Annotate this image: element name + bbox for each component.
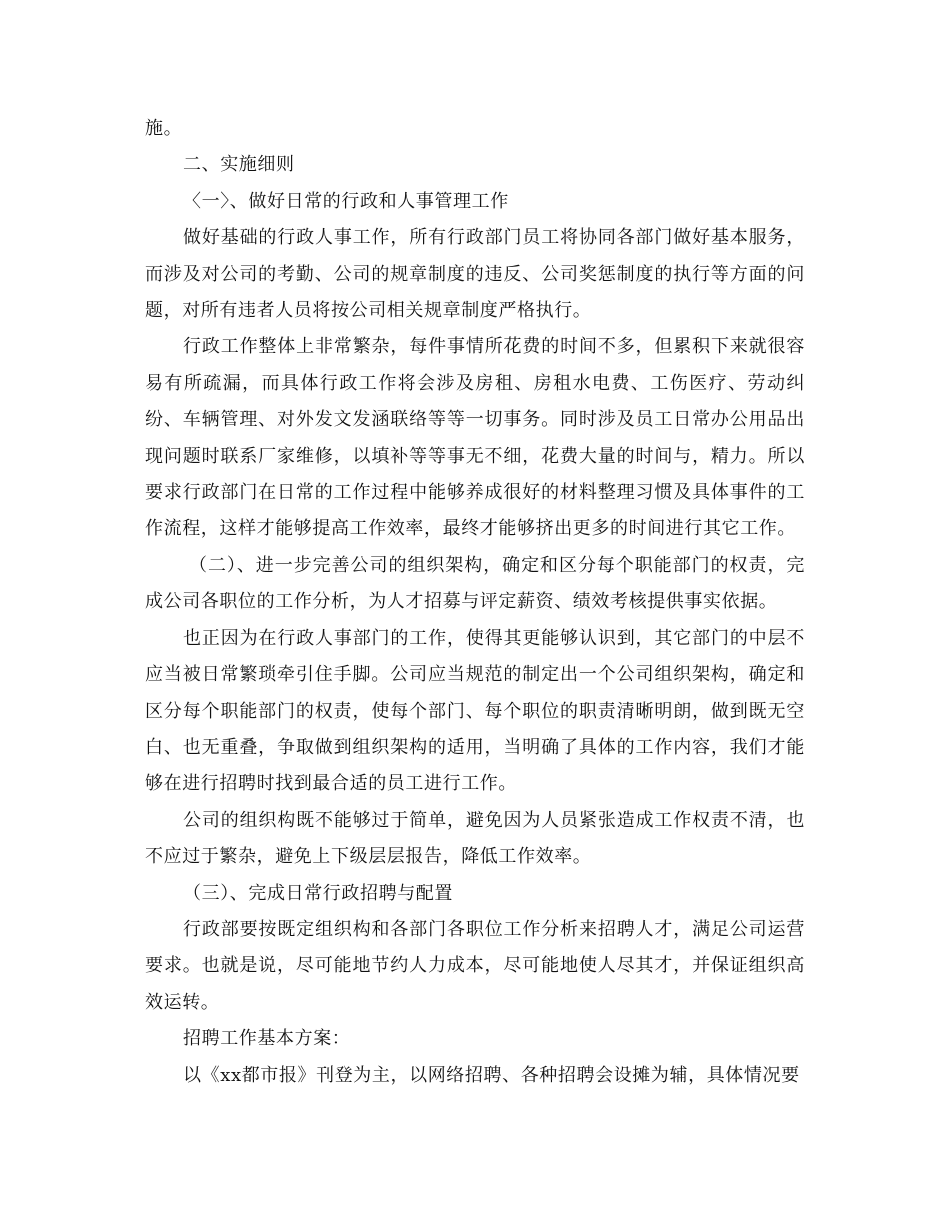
subsection-heading-3: （三）、完成日常行政招聘与配置 — [183, 882, 453, 904]
paragraph-org-balance: 公司的组织构既不能够过于简单，避免因为人员紧张造成工作权责不清，也不应过于繁杂，避免上下级层层报告，降低工作效率。 — [145, 809, 805, 868]
paragraph-recruitment-channels: 以《xx都市报》刊登为主，以网络招聘、各种招聘会设摊为辅，具体情况要 — [183, 1064, 800, 1086]
paragraph-basic-admin-work: 做好基础的行政人事工作，所有行政部门员工将协同各部门做好基本服务，而涉及对公司的考勤、公司的规章制度的违反、公司奖惩制度的执行等方面的问题，对所有违者人员将按公司相关规章制度严格执行。 — [145, 227, 805, 322]
paragraph-admin-complexity: 行政工作整体上非常繁杂，每件事情所花费的时间不多，但累积下来就很容易有所疏漏，而具体行政工作将会涉及房租、房租水电费、工伤医疗、劳动纠纷、车辆管理、对外发文发涵联络等等一切事务。同时涉及员工日常办公用品出现问题时联系厂家维修，以填补等等事无不细，花费大量的时间与，精力。所以要求行政部门在日常的工作过程中能够养成很好的材料整理习惯及具体事件的工作流程，这样才能够提高工作效率，最终才能够挤出更多的时间进行其它工作。 — [145, 336, 805, 540]
document-body — [145, 111, 805, 1094]
paragraph-continuation: 施。 — [145, 118, 183, 139]
paragraph-org-structure: 也正因为在行政人事部门的工作，使得其更能够认识到，其它部门的中层不应当被日常繁琐牵引住手脚。公司应当规范的制定出一个公司组织架构，确定和区分每个职能部门的权责，使每个部门、每个职位的职责清晰明朗，做到既无空白、也无重叠，争取做到组织架构的适用，当明确了具体的工作内容，我们才能够在进行招聘时找到最合适的员工进行工作。 — [145, 627, 805, 795]
subsection-heading-1: 〈一〉、做好日常的行政和人事管理工作 — [183, 190, 509, 212]
subsection-heading-2: （二）、进一步完善公司的组织架构，确定和区分每个职能部门的权责，完成公司各职位的工作分析，为人才招募与评定薪资、绩效考核提供事实依据。 — [145, 554, 805, 613]
section-heading-implementation-details: 二、实施细则 — [183, 154, 295, 176]
paragraph-recruitment-requirements: 行政部要按既定组织构和各部门各职位工作分析来招聘人才，满足公司运营要求。也就是说，尽可能地节约人力成本，尽可能地使人尽其才，并保证组织高效运转。 — [145, 918, 805, 1013]
paragraph-recruitment-plan-title: 招聘工作基本方案： — [183, 1028, 351, 1050]
